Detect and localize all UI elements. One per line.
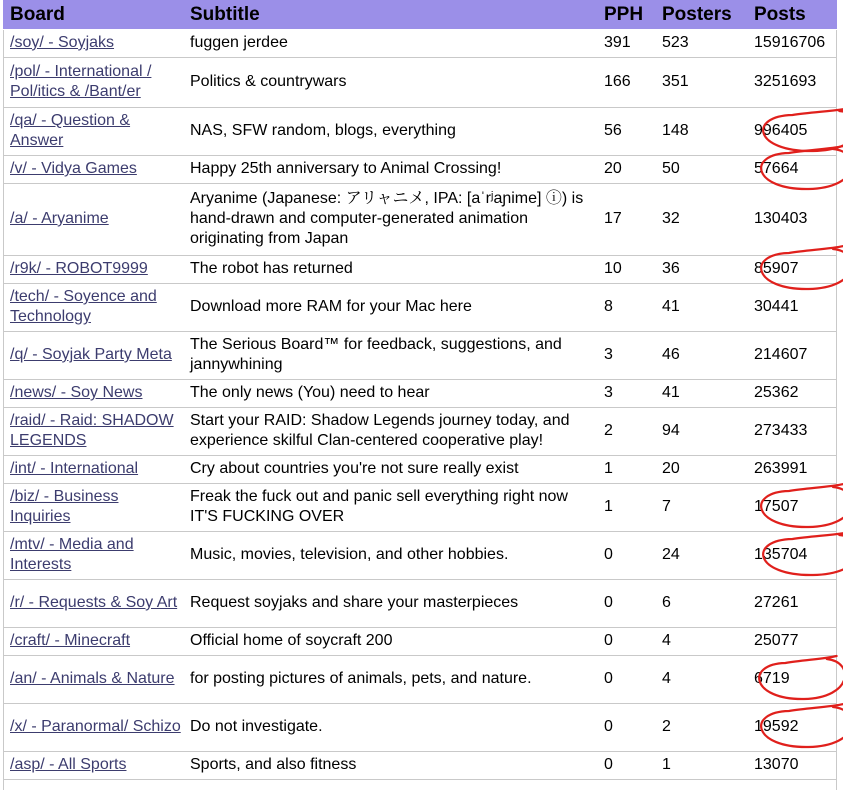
board-cell xyxy=(3,155,183,183)
header-subtitle[interactable]: Subtitle xyxy=(183,0,597,29)
posts-cell: 57664 xyxy=(747,155,837,183)
posters-cell: 4 xyxy=(655,655,747,703)
posts-cell: 30441 xyxy=(747,283,837,331)
board-link[interactable]: /a/ - Aryanime xyxy=(10,210,109,227)
board-cell xyxy=(3,483,183,531)
posts-cell: 263991 xyxy=(747,455,837,483)
board-link[interactable]: /r/ - Requests & Soy Art xyxy=(10,594,178,611)
board-cell xyxy=(3,655,183,703)
table-row xyxy=(3,483,837,531)
board-link[interactable]: /x/ - Paranormal/ Schizo xyxy=(10,718,181,735)
posters-cell: 24 xyxy=(655,531,747,579)
subtitle-cell: Politics & countrywars xyxy=(183,57,597,107)
subtitle-cell: Request soyjaks and share your masterpieces xyxy=(183,579,597,627)
table-row xyxy=(3,407,837,455)
table-body xyxy=(3,29,837,779)
header-posters[interactable]: Posters xyxy=(655,0,747,29)
posts-cell: 15916706 xyxy=(747,29,837,57)
board-cell xyxy=(3,579,183,627)
table-row xyxy=(3,107,837,155)
posts-cell: 996405 xyxy=(747,107,837,155)
subtitle-cell: Freak the fuck out and panic sell everything right now IT'S FUCKING OVER xyxy=(183,483,597,531)
subtitle-cell: fuggen jerdee xyxy=(183,29,597,57)
posters-cell: 41 xyxy=(655,379,747,407)
board-link[interactable]: /news/ - Soy News xyxy=(10,384,143,401)
subtitle-cell: Music, movies, television, and other hobbies. xyxy=(183,531,597,579)
table-row xyxy=(3,703,837,751)
pph-cell: 17 xyxy=(597,183,655,255)
subtitle-cell: NAS, SFW random, blogs, everything xyxy=(183,107,597,155)
subtitle-cell: Download more RAM for your Mac here xyxy=(183,283,597,331)
table-row xyxy=(3,455,837,483)
board-cell xyxy=(3,283,183,331)
posts-cell: 273433 xyxy=(747,407,837,455)
posters-cell: 4 xyxy=(655,627,747,655)
board-link[interactable]: /biz/ - Business Inquiries xyxy=(10,488,119,525)
subtitle-cell: Sports, and also fitness xyxy=(183,751,597,779)
subtitle-cell: The only news (You) need to hear xyxy=(183,379,597,407)
board-cell xyxy=(3,407,183,455)
pph-cell: 3 xyxy=(597,331,655,379)
posters-cell: 46 xyxy=(655,331,747,379)
posts-cell: 25077 xyxy=(747,627,837,655)
posters-cell: 2 xyxy=(655,703,747,751)
board-link[interactable]: /q/ - Soyjak Party Meta xyxy=(10,346,172,363)
board-cell xyxy=(3,183,183,255)
board-link[interactable]: /pol/ - International / Pol/itics & /Bant/er xyxy=(10,63,152,100)
board-cell xyxy=(3,255,183,283)
pph-cell: 1 xyxy=(597,483,655,531)
subtitle-cell: Cry about countries you're not sure really exist xyxy=(183,455,597,483)
header-posts[interactable]: Posts xyxy=(747,0,837,29)
board-list-table xyxy=(3,0,837,780)
pph-cell: 1 xyxy=(597,455,655,483)
board-cell xyxy=(3,379,183,407)
board-cell xyxy=(3,107,183,155)
table-row xyxy=(3,379,837,407)
pph-cell: 0 xyxy=(597,751,655,779)
posts-cell: 25362 xyxy=(747,379,837,407)
subtitle-cell: Aryanime (Japanese: アリャニメ, IPA: [aˈrʲaɲime] ⓘ) is hand-drawn and computer-generated animation originating from Japan xyxy=(183,183,597,255)
board-link[interactable]: /v/ - Vidya Games xyxy=(10,160,137,177)
pph-cell: 0 xyxy=(597,703,655,751)
board-link[interactable]: /qa/ - Question & Answer xyxy=(10,112,131,149)
posters-cell: 148 xyxy=(655,107,747,155)
table-row xyxy=(3,29,837,57)
pph-cell: 8 xyxy=(597,283,655,331)
posters-cell: 351 xyxy=(655,57,747,107)
pph-cell: 56 xyxy=(597,107,655,155)
posters-cell: 32 xyxy=(655,183,747,255)
board-cell xyxy=(3,751,183,779)
table-row xyxy=(3,183,837,255)
pph-cell: 10 xyxy=(597,255,655,283)
board-link[interactable]: /soy/ - Soyjaks xyxy=(10,33,115,51)
posts-cell: 130403 xyxy=(747,183,837,255)
pph-cell: 166 xyxy=(597,57,655,107)
table-row xyxy=(3,579,837,627)
table-row xyxy=(3,283,837,331)
pph-cell: 2 xyxy=(597,407,655,455)
posters-cell: 7 xyxy=(655,483,747,531)
board-cell xyxy=(3,29,183,57)
board-link[interactable]: /mtv/ - Media and Interests xyxy=(10,536,134,573)
pph-cell: 0 xyxy=(597,655,655,703)
pph-cell: 20 xyxy=(597,155,655,183)
subtitle-cell: The Serious Board™ for feedback, suggestions, and jannywhining xyxy=(183,331,597,379)
posters-cell: 50 xyxy=(655,155,747,183)
posts-cell: 3251693 xyxy=(747,57,837,107)
board-link[interactable]: /craft/ - Minecraft xyxy=(10,632,131,649)
header-row xyxy=(3,0,837,29)
board-cell xyxy=(3,627,183,655)
table-header xyxy=(3,0,837,29)
posts-cell: 27261 xyxy=(747,579,837,627)
board-link[interactable]: /an/ - Animals & Nature xyxy=(10,670,175,687)
subtitle-cell: for posting pictures of animals, pets, and nature. xyxy=(183,655,597,703)
board-link[interactable]: /asp/ - All Sports xyxy=(10,756,127,773)
posts-cell: 13070 xyxy=(747,751,837,779)
pph-cell: 0 xyxy=(597,579,655,627)
posters-cell: 20 xyxy=(655,455,747,483)
table-row xyxy=(3,627,837,655)
posters-cell: 6 xyxy=(655,579,747,627)
posters-cell: 94 xyxy=(655,407,747,455)
posters-cell: 36 xyxy=(655,255,747,283)
pph-cell: 391 xyxy=(597,29,655,57)
table-row xyxy=(3,331,837,379)
posters-cell: 41 xyxy=(655,283,747,331)
posts-cell: 17507 xyxy=(747,483,837,531)
table-row xyxy=(3,255,837,283)
subtitle-cell: Official home of soycraft 200 xyxy=(183,627,597,655)
posts-cell: 135704 xyxy=(747,531,837,579)
table-row xyxy=(3,655,837,703)
board-link[interactable]: /r9k/ - ROBOT9999 xyxy=(10,260,148,277)
subtitle-cell: Start your RAID: Shadow Legends journey today, and experience skilful Clan-centered cooperative play! xyxy=(183,407,597,455)
table-row xyxy=(3,531,837,579)
posts-cell: 85907 xyxy=(747,255,837,283)
table-row xyxy=(3,57,837,107)
pph-cell: 0 xyxy=(597,531,655,579)
posters-cell: 1 xyxy=(655,751,747,779)
posters-cell: 523 xyxy=(655,29,747,57)
subtitle-cell: The robot has returned xyxy=(183,255,597,283)
board-cell xyxy=(3,57,183,107)
posts-cell: 214607 xyxy=(747,331,837,379)
subtitle-cell: Happy 25th anniversary to Animal Crossing! xyxy=(183,155,597,183)
board-cell xyxy=(3,703,183,751)
pph-cell: 3 xyxy=(597,379,655,407)
board-cell xyxy=(3,455,183,483)
header-board[interactable]: Board xyxy=(3,0,183,29)
board-link[interactable]: /tech/ - Soyence and Technology xyxy=(10,288,157,325)
board-link[interactable]: /raid/ - Raid: SHADOW LEGENDS xyxy=(10,412,174,449)
subtitle-cell: Do not investigate. xyxy=(183,703,597,751)
posts-cell: 6719 xyxy=(747,655,837,703)
table-row xyxy=(3,751,837,779)
board-link[interactable]: /int/ - International xyxy=(10,460,139,477)
table-row xyxy=(3,155,837,183)
board-cell xyxy=(3,331,183,379)
board-cell xyxy=(3,531,183,579)
pph-cell: 0 xyxy=(597,627,655,655)
header-pph[interactable]: PPH xyxy=(597,0,655,29)
posts-cell: 19592 xyxy=(747,703,837,751)
